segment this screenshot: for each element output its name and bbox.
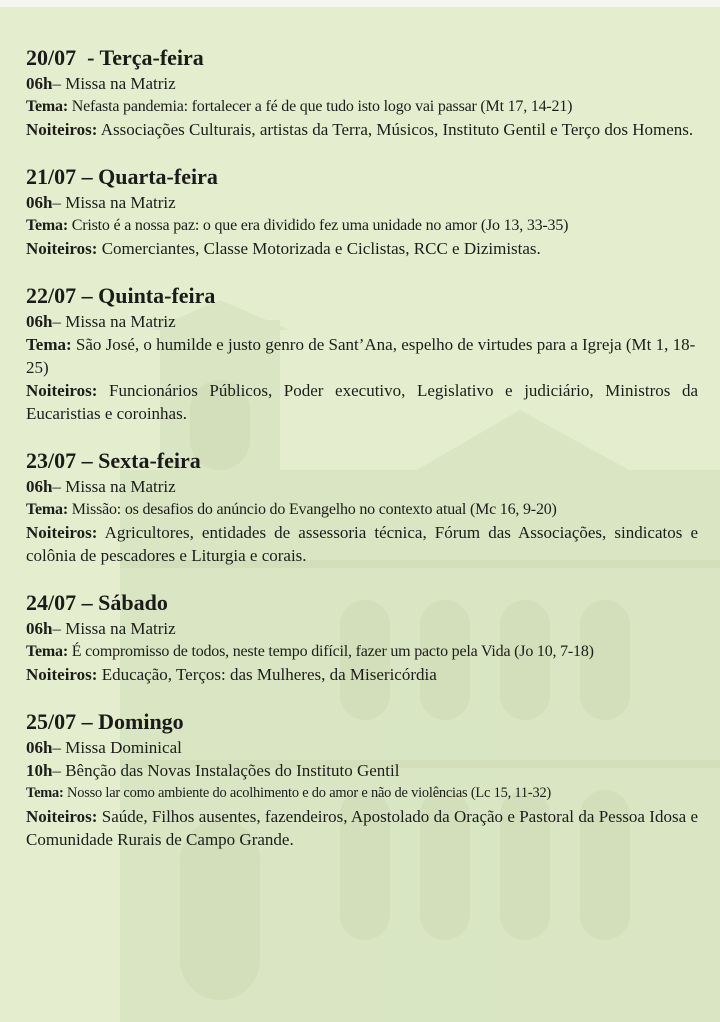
mass-text: – Missa Dominical bbox=[52, 738, 182, 757]
noiteiros-label: Noiteiros: bbox=[26, 120, 98, 139]
tema-line bbox=[26, 214, 698, 237]
tema-line bbox=[26, 95, 698, 118]
mass-text: – Missa na Matriz bbox=[52, 74, 176, 93]
tema-text: Cristo é a nossa paz: o que era dividido fez uma unidade no amor (Jo 13, 33-35) bbox=[67, 217, 569, 234]
schedule bbox=[26, 43, 698, 872]
day-entry bbox=[26, 446, 698, 567]
day-entry bbox=[26, 707, 698, 851]
mass-text: – Missa na Matriz bbox=[52, 619, 176, 638]
noiteiros-text: Educação, Terços: das Mulheres, da Misericórdia bbox=[97, 665, 437, 684]
day-title: 23/07 – Sexta-feira bbox=[26, 448, 201, 473]
day-title: 20/07 - Terça-feira bbox=[26, 45, 204, 70]
mass-line bbox=[26, 191, 698, 214]
tema-text: É compromisso de todos, neste tempo difícil, fazer um pacto pela Vida (Jo 10, 7-18) bbox=[67, 643, 594, 660]
noiteiros-line bbox=[26, 521, 698, 567]
tema-text: Nosso lar como ambiente do acolhimento e do amor e não de violências (Lc 15, 11-32) bbox=[63, 785, 552, 801]
tema-label: Tema: bbox=[26, 335, 72, 354]
noiteiros-line bbox=[26, 379, 698, 425]
day-title: 25/07 – Domingo bbox=[26, 709, 184, 734]
day-title: 24/07 – Sábado bbox=[26, 590, 168, 615]
day-entry bbox=[26, 162, 698, 260]
tema-label: Tema: bbox=[26, 501, 68, 518]
noiteiros-text: Comerciantes, Classe Motorizada e Ciclistas, RCC e Dizimistas. bbox=[97, 239, 541, 258]
day-entry bbox=[26, 281, 698, 425]
day-entry bbox=[26, 588, 698, 686]
extra-line bbox=[26, 759, 698, 782]
day-title: 22/07 – Quinta-feira bbox=[26, 283, 216, 308]
tema-text: Nefasta pandemia: fortalecer a fé de que tudo isto logo vai passar (Mt 17, 14-21) bbox=[67, 98, 573, 115]
noiteiros-label: Noiteiros: bbox=[26, 523, 98, 542]
noiteiros-line bbox=[26, 663, 698, 686]
mass-text: – Missa na Matriz bbox=[52, 312, 176, 331]
mass-line bbox=[26, 475, 698, 498]
noiteiros-line bbox=[26, 237, 698, 260]
tema-line bbox=[26, 782, 698, 805]
noiteiros-label: Noiteiros: bbox=[26, 239, 98, 258]
mass-line bbox=[26, 310, 698, 333]
noiteiros-text: Funcionários Públicos, Poder executivo, Legislativo e judiciário, Ministros da Eucaristias e coroinhas. bbox=[26, 381, 698, 423]
mass-text: – Missa na Matriz bbox=[52, 193, 176, 212]
noiteiros-label: Noiteiros: bbox=[26, 381, 98, 400]
noiteiros-line bbox=[26, 805, 698, 851]
day-title: 21/07 – Quarta-feira bbox=[26, 164, 218, 189]
tema-text: Missão: os desafios do anúncio do Evangelho no contexto atual (Mc 16, 9-20) bbox=[67, 501, 557, 518]
noiteiros-label: Noiteiros: bbox=[26, 807, 98, 826]
mass-time: 06h bbox=[26, 193, 53, 212]
noiteiros-text: Associações Culturais, artistas da Terra, Músicos, Instituto Gentil e Terço dos Homens. bbox=[97, 120, 694, 139]
tema-label: Tema: bbox=[26, 217, 68, 234]
extra-text: – Bênção das Novas Instalações do Instituto Gentil bbox=[52, 761, 400, 780]
mass-line bbox=[26, 736, 698, 759]
mass-time: 06h bbox=[26, 477, 53, 496]
tema-label: Tema: bbox=[26, 785, 64, 801]
tema-line bbox=[26, 498, 698, 521]
tema-line bbox=[26, 640, 698, 663]
mass-line bbox=[26, 617, 698, 640]
noiteiros-line bbox=[26, 118, 698, 141]
mass-text: – Missa na Matriz bbox=[52, 477, 176, 496]
mass-time: 06h bbox=[26, 74, 53, 93]
extra-time: 10h bbox=[26, 761, 53, 780]
noiteiros-text: Agricultores, entidades de assessoria técnica, Fórum das Associações, sindicatos e colônia de pescadores e Liturgia e corais. bbox=[26, 523, 698, 565]
mass-time: 06h bbox=[26, 312, 53, 331]
tema-label: Tema: bbox=[26, 643, 68, 660]
mass-line bbox=[26, 72, 698, 95]
noiteiros-text: Saúde, Filhos ausentes, fazendeiros, Apostolado da Oração e Pastoral da Pessoa Idosa e Comunidade Rurais de Campo Grande. bbox=[26, 807, 698, 849]
day-entry bbox=[26, 43, 698, 141]
mass-time: 06h bbox=[26, 619, 53, 638]
mass-time: 06h bbox=[26, 738, 53, 757]
noiteiros-label: Noiteiros: bbox=[26, 665, 98, 684]
tema-line bbox=[26, 333, 698, 379]
tema-text: São José, o humilde e justo genro de Sant’Ana, espelho de virtudes para a Igreja (Mt 1, 18-25) bbox=[26, 335, 696, 377]
tema-label: Tema: bbox=[26, 98, 68, 115]
